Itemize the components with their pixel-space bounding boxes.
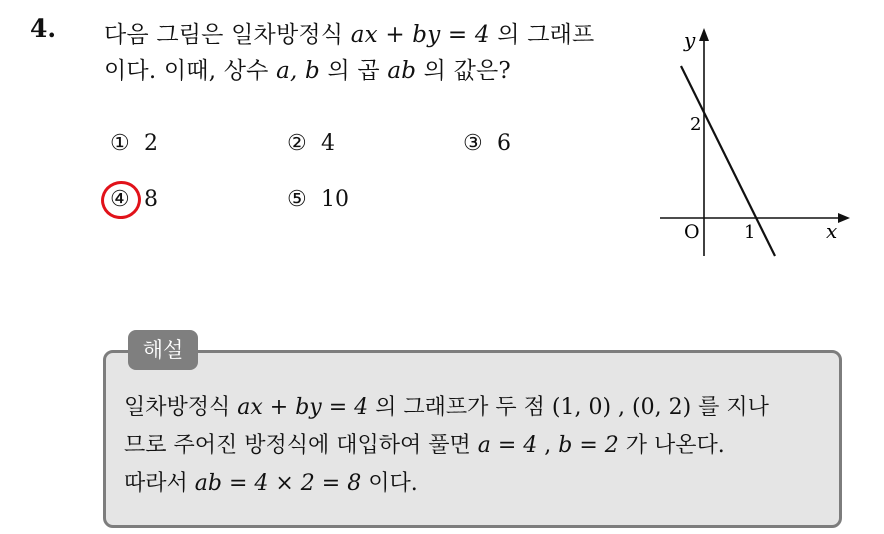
question-number: 4.: [30, 14, 57, 43]
solution-line-2: 므로 주어진 방정식에 대입하여 풀면 a = 4 , b = 2 가 나온다.: [124, 433, 725, 458]
choice-3[interactable]: ③ 6: [463, 131, 511, 156]
x-axis-arrow: [838, 213, 850, 223]
y-intercept-label: 2: [690, 114, 702, 135]
choice-5[interactable]: ⑤ 10: [287, 187, 349, 212]
choice-1[interactable]: ① 2: [110, 131, 158, 156]
solution-tag: 해설: [128, 330, 198, 370]
y-axis-label: y: [684, 28, 696, 52]
x-axis-label: x: [826, 219, 838, 243]
choice-2[interactable]: ② 4: [287, 131, 335, 156]
solution-line-1: 일차방정식 ax + by = 4 의 그래프가 두 점 (1, 0) , (0, 2) 를 지나: [124, 395, 769, 420]
answer-circle-mark: [97, 177, 144, 222]
x-intercept-label: 1: [744, 222, 756, 243]
question-line-2: 이다. 이때, 상수 a, b 의 곱 ab 의 값은?: [104, 58, 511, 84]
origin-label: O: [684, 221, 700, 243]
line-graph: [650, 22, 855, 262]
equation: ax + by = 4: [350, 22, 490, 48]
y-axis-arrow: [699, 28, 709, 41]
solution-line-3: 따라서 ab = 4 × 2 = 8 이다.: [124, 471, 418, 496]
choice-4[interactable]: ④ 8: [110, 187, 158, 212]
question-line-1: 다음 그림은 일차방정식 ax + by = 4 의 그래프: [104, 22, 595, 48]
